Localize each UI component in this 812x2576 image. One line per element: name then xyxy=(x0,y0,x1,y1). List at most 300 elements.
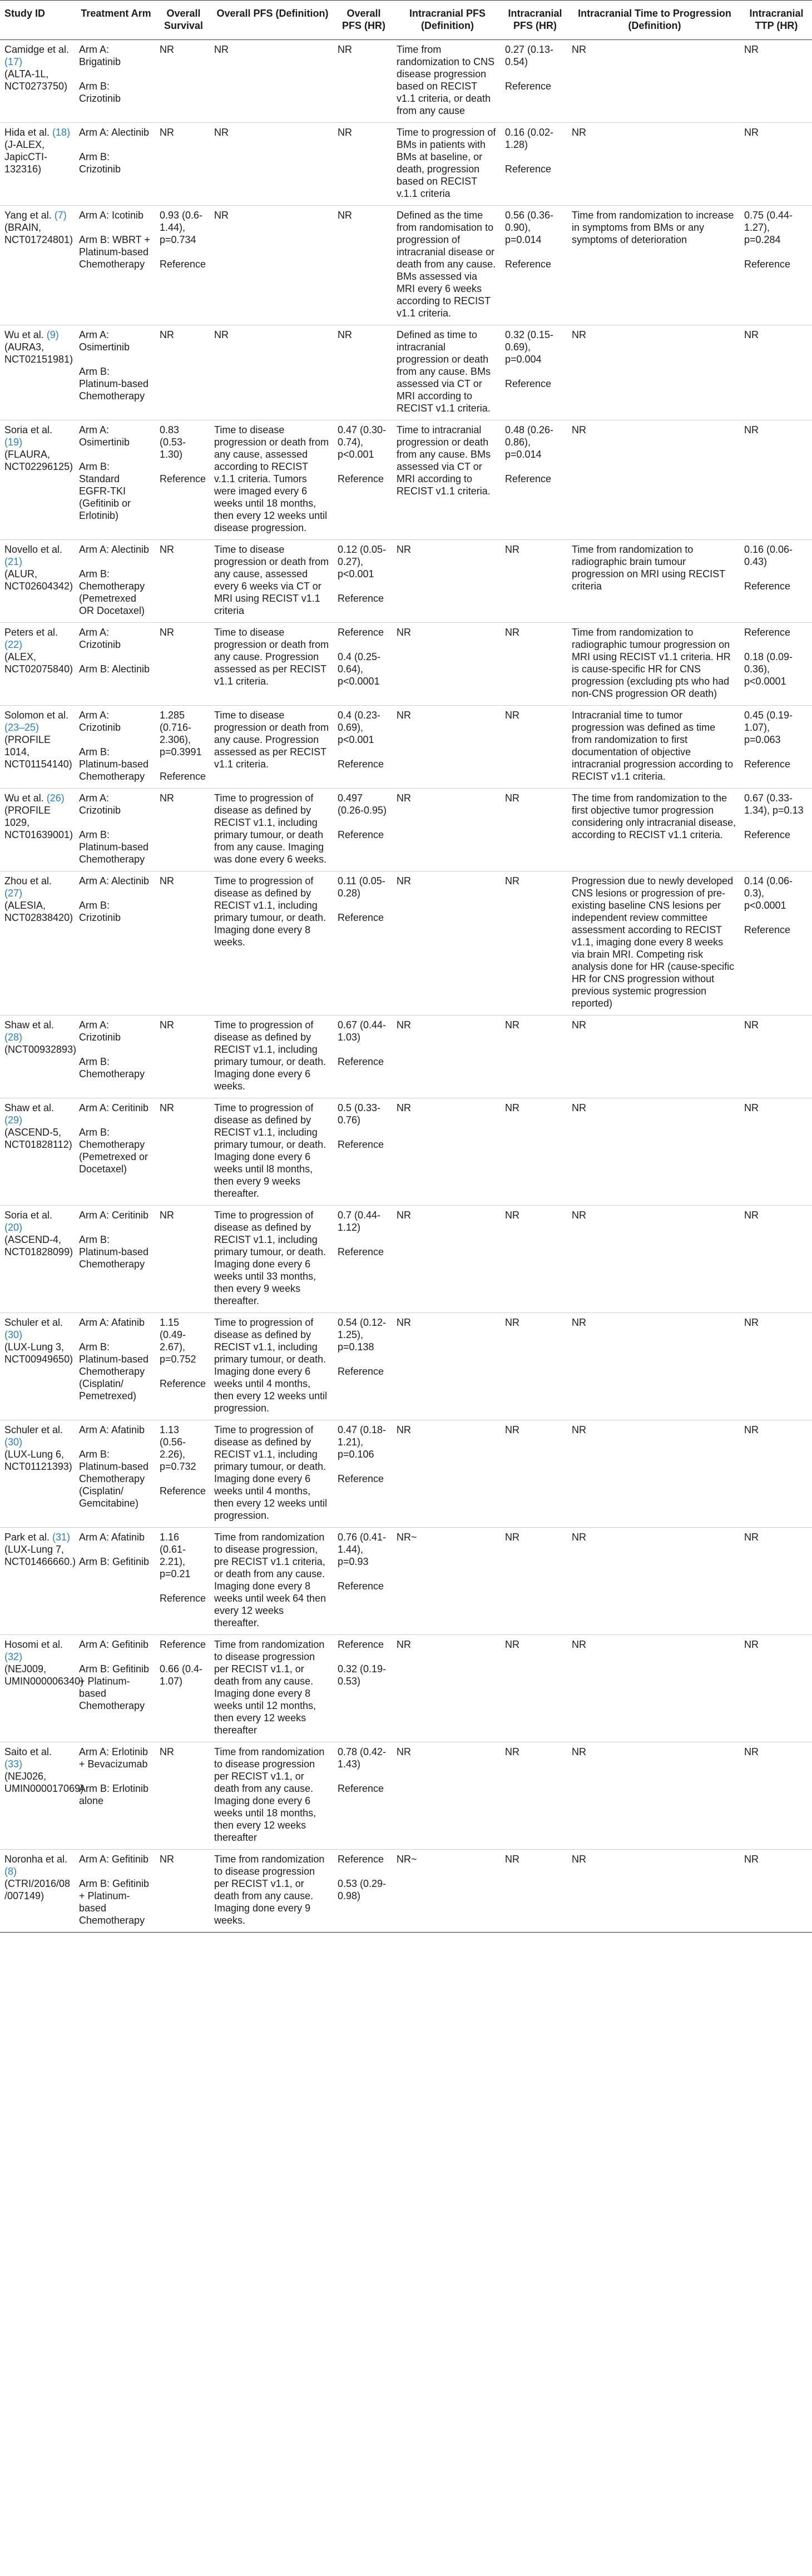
spacer xyxy=(505,804,565,816)
table-row xyxy=(0,1015,812,1098)
intracranial-pfs-hr-cell xyxy=(502,40,568,123)
intracranial-pfs-hr-cell-arm-a: NR xyxy=(505,792,519,804)
intracranial-pfs-hr-cell-arm-a: 0.56 (0.36-0.90), p=0.014 xyxy=(505,210,554,245)
spacer xyxy=(338,138,390,151)
overall-survival-cell-arm-b xyxy=(160,651,207,663)
spacer xyxy=(79,887,153,899)
overall-pfs-hr-cell xyxy=(334,1015,393,1098)
intracranial-pfs-hr-cell-arm-a: NR xyxy=(505,1210,519,1221)
intracranial-ttp-definition-cell: NR xyxy=(568,1206,741,1313)
spacer xyxy=(505,638,565,651)
spacer xyxy=(744,1865,809,1877)
citation-link[interactable]: (33) xyxy=(4,1758,23,1770)
overall-pfs-hr-cell-arm-a: 0.5 (0.33-0.76) xyxy=(338,1102,381,1126)
treatment-arm-cell-arm-b: Arm B: Crizotinib xyxy=(79,151,121,175)
spacer xyxy=(160,1651,207,1663)
treatment-arm-cell xyxy=(76,1850,156,1933)
intracranial-ttp-hr-cell xyxy=(741,325,812,420)
overall-survival-cell xyxy=(156,1635,211,1742)
overall-pfs-hr-cell-arm-b: Reference xyxy=(338,1246,384,1257)
overall-pfs-hr-cell-arm-a: 0.497 (0.26-0.95) xyxy=(338,792,387,816)
intracranial-pfs-hr-cell-arm-a: 0.27 (0.13-0.54) xyxy=(505,44,554,67)
intracranial-ttp-hr-cell xyxy=(741,1206,812,1313)
intracranial-pfs-hr-cell xyxy=(502,1313,568,1420)
treatment-arm-cell-arm-b: Arm B: Chemotherapy (Pemetrexed OR Docetaxel) xyxy=(79,568,145,616)
citation-link[interactable]: (7) xyxy=(54,210,67,221)
study-id-text: (PROFILE xyxy=(4,734,51,745)
study-id-text: Shaw et al. xyxy=(4,1102,55,1113)
treatment-arm-cell-arm-b: Arm B: Erlotinib alone xyxy=(79,1783,149,1806)
spacer xyxy=(79,68,153,80)
overall-survival-cell-arm-a: NR xyxy=(160,1746,174,1757)
treatment-arm-cell-arm-b: Arm B: Chemotherapy xyxy=(79,1056,145,1079)
table-row xyxy=(0,1313,812,1420)
spacer xyxy=(79,1043,153,1056)
intracranial-ttp-hr-cell-arm-a: NR xyxy=(744,127,759,138)
intracranial-ttp-definition-cell: Intracranial time to tumor progression was defined as time from randomization to first documentation of objective intracranial progression according to RECIST v1.1 criteria. xyxy=(568,706,741,789)
overall-survival-cell-arm-a: NR xyxy=(160,1102,174,1113)
study-id-cell xyxy=(0,706,76,789)
citation-link[interactable]: (31) xyxy=(52,1532,71,1543)
spacer xyxy=(338,1233,390,1246)
intracranial-ttp-definition-cell: Time from randomization to radiographic tumour progression on MRI using RECIST v1.1 criteria. HR is cause-specific HR for CNS progression (excluding pts who had non-CNS progression OR death) xyxy=(568,623,741,706)
study-id-text: 1014, xyxy=(4,746,30,757)
intracranial-pfs-hr-cell-arm-a: NR xyxy=(505,1424,519,1435)
table-row xyxy=(0,40,812,123)
intracranial-ttp-hr-cell-arm-a: NR xyxy=(744,1102,759,1113)
intracranial-pfs-hr-cell-arm-a: NR xyxy=(505,875,519,886)
overall-pfs-hr-cell xyxy=(334,325,393,420)
intracranial-ttp-hr-cell xyxy=(741,206,812,325)
overall-pfs-hr-cell-arm-b: Reference xyxy=(338,1473,384,1484)
study-id-text: Hida et al. xyxy=(4,127,53,138)
spacer xyxy=(744,1221,809,1233)
study-id-cell xyxy=(0,1313,76,1420)
spacer xyxy=(160,804,207,816)
overall-survival-cell-arm-b xyxy=(160,353,207,365)
overall-pfs-definition-cell: Time from randomization to disease progression per RECIST v1.1, or death from any cause. Imaging done every 8 weeks until 12 months, then every 12 weeks thereafter xyxy=(211,1635,334,1742)
overall-survival-cell-arm-b xyxy=(160,1233,207,1246)
study-id-cell xyxy=(0,623,76,706)
intracranial-ttp-hr-cell-arm-b xyxy=(744,1043,809,1056)
overall-survival-cell-arm-b xyxy=(160,151,207,163)
intracranial-pfs-definition-cell: NR xyxy=(393,1098,502,1206)
intracranial-ttp-hr-cell xyxy=(741,1313,812,1420)
spacer xyxy=(505,1329,565,1341)
intracranial-ttp-hr-cell xyxy=(741,1850,812,1933)
intracranial-pfs-hr-cell xyxy=(502,706,568,789)
study-id-text: (ALTA-1L, xyxy=(4,68,49,80)
intracranial-pfs-hr-cell-arm-a: 0.16 (0.02-1.28) xyxy=(505,127,554,150)
citation-link[interactable]: (29) xyxy=(4,1114,23,1126)
treatment-arm-cell-arm-b: Arm B: Alectinib xyxy=(79,663,150,675)
treatment-arm-cell xyxy=(76,206,156,325)
overall-pfs-hr-cell-arm-b: 0.4 (0.25-0.64), p<0.0001 xyxy=(338,651,381,687)
overall-pfs-definition-cell: NR xyxy=(211,40,334,123)
overall-survival-cell-arm-b xyxy=(160,816,207,829)
overall-pfs-hr-cell-arm-b xyxy=(338,151,390,163)
spacer xyxy=(79,1543,153,1555)
intracranial-pfs-hr-cell xyxy=(502,206,568,325)
intracranial-ttp-definition-cell: NR xyxy=(568,325,741,420)
overall-survival-cell-arm-b: Reference xyxy=(160,1378,206,1389)
overall-survival-cell xyxy=(156,1098,211,1206)
spacer xyxy=(505,68,565,80)
treatment-arm-cell-arm-a: Arm A: Afatinib xyxy=(79,1532,145,1543)
overall-pfs-hr-cell xyxy=(334,1528,393,1635)
intracranial-pfs-hr-cell-arm-b xyxy=(505,1555,565,1568)
study-id-cell xyxy=(0,40,76,123)
overall-pfs-hr-cell-arm-b: Reference xyxy=(338,473,384,484)
spacer xyxy=(79,448,153,460)
overall-pfs-definition-cell: Time to progression of disease as defined by RECIST v1.1, including primary tumour, or death. Imaging done every 8 weeks. xyxy=(211,871,334,1015)
spacer xyxy=(338,899,390,911)
overall-survival-cell xyxy=(156,123,211,206)
intracranial-ttp-hr-cell-arm-a: NR xyxy=(744,1424,759,1435)
treatment-arm-cell-arm-a: Arm A: Icotinib xyxy=(79,210,144,221)
spacer xyxy=(338,341,390,353)
overall-survival-cell-arm-a: NR xyxy=(160,44,174,55)
table-header xyxy=(0,1,812,40)
overall-survival-cell-arm-a: 0.83 (0.53-1.30) xyxy=(160,424,186,460)
study-id-text: NCT02838420) xyxy=(4,912,73,923)
overall-pfs-definition-cell: Time to progression of disease as defined by RECIST v1.1, including primary tumour, or death. Imaging done every 6 weeks until 4 months, then every 12 weeks until progression. xyxy=(211,1420,334,1528)
intracranial-pfs-hr-cell xyxy=(502,540,568,623)
intracranial-ttp-definition-cell: The time from randomization to the first objective tumor progression considering only intracranial disease, according to RECIST v1.1 criteria. xyxy=(568,789,741,871)
citation-link[interactable]: (27) xyxy=(4,888,23,899)
overall-pfs-hr-cell xyxy=(334,706,393,789)
spacer xyxy=(505,1651,565,1663)
treatment-arm-cell xyxy=(76,420,156,540)
spacer xyxy=(160,1365,207,1378)
intracranial-ttp-hr-cell-arm-b xyxy=(744,353,809,365)
treatment-arm-cell xyxy=(76,871,156,1015)
study-id-cell xyxy=(0,206,76,325)
intracranial-ttp-hr-cell-arm-b xyxy=(744,448,809,460)
overall-survival-cell-arm-a: 1.13 (0.56-2.26), p=0.732 xyxy=(160,1424,196,1472)
table-row xyxy=(0,1528,812,1635)
table-row xyxy=(0,420,812,540)
citation-link[interactable]: (9) xyxy=(46,329,59,340)
overall-pfs-hr-cell xyxy=(334,123,393,206)
intracranial-pfs-definition-cell: Time to progression of BMs in patients with BMs at baseline, or death, progression based on RECIST v.1.1 criteria xyxy=(393,123,502,206)
intracranial-ttp-definition-cell: NR xyxy=(568,40,741,123)
intracranial-ttp-hr-cell-arm-a: NR xyxy=(744,329,759,340)
spacer xyxy=(505,151,565,163)
table-row xyxy=(0,206,812,325)
overall-survival-cell xyxy=(156,789,211,871)
intracranial-pfs-hr-cell xyxy=(502,789,568,871)
overall-survival-cell-arm-b xyxy=(160,568,207,580)
intracranial-ttp-hr-cell xyxy=(741,123,812,206)
overall-pfs-hr-cell xyxy=(334,40,393,123)
intracranial-pfs-hr-cell-arm-a: NR xyxy=(505,710,519,721)
overall-survival-cell-arm-b xyxy=(160,1877,207,1890)
spacer xyxy=(338,1865,390,1877)
treatment-arm-cell-arm-b: Arm B: Chemotherapy (Pemetrexed or Docetaxel) xyxy=(79,1127,148,1175)
treatment-arm-cell-arm-b: Arm B: Crizotinib xyxy=(79,900,121,923)
study-id-text: Shaw et al. xyxy=(4,1019,55,1031)
treatment-arm-cell xyxy=(76,706,156,789)
overall-survival-cell-arm-a: NR xyxy=(160,1854,174,1865)
study-id-cell xyxy=(0,1635,84,1742)
study-id-text: Schuler et al. xyxy=(4,1317,63,1328)
spacer xyxy=(744,341,809,353)
citation-link[interactable]: (8) xyxy=(4,1866,17,1877)
column-header: Intracranial PFS (HR) xyxy=(502,1,568,40)
overall-pfs-hr-cell-arm-b: Reference xyxy=(338,912,384,923)
spacer xyxy=(744,138,809,151)
treatment-arm-cell-arm-b: Arm B: Gefitinib + Platinum-based Chemotherapy xyxy=(79,1878,150,1926)
spacer xyxy=(338,746,390,758)
treatment-arm-cell xyxy=(76,123,156,206)
citation-link[interactable]: (22) xyxy=(4,639,23,650)
treatment-arm-cell-arm-a: Arm A: Gefitinib xyxy=(79,1639,149,1650)
intracranial-ttp-hr-cell-arm-b xyxy=(744,1233,809,1246)
citation-link[interactable]: (19) xyxy=(4,437,23,448)
citation-link[interactable]: (17) xyxy=(4,56,23,67)
overall-pfs-hr-cell xyxy=(334,1635,393,1742)
overall-survival-cell xyxy=(156,325,211,420)
citation-link[interactable]: (28) xyxy=(4,1032,23,1043)
intracranial-pfs-hr-cell-arm-a: 0.32 (0.15-0.69), p=0.004 xyxy=(505,329,554,365)
overall-pfs-definition-cell: NR xyxy=(211,206,334,325)
overall-survival-cell-arm-a: 0.93 (0.6-1.44), p=0.734 xyxy=(160,210,203,245)
study-id-text: NCT01466660.) xyxy=(4,1556,76,1567)
study-id-text: (ALUR, xyxy=(4,568,38,579)
citation-link[interactable]: (26) xyxy=(46,792,65,804)
spacer xyxy=(744,1758,809,1770)
intracranial-ttp-hr-cell-arm-b: Reference xyxy=(744,259,791,270)
overall-pfs-hr-cell-arm-a: 0.47 (0.18-1.21), p=0.106 xyxy=(338,1424,387,1460)
intracranial-pfs-definition-cell: NR xyxy=(393,1313,502,1420)
overall-survival-cell xyxy=(156,871,211,1015)
spacer xyxy=(79,1221,153,1233)
treatment-arm-cell xyxy=(76,1742,156,1850)
intracranial-ttp-hr-cell xyxy=(741,1098,812,1206)
intracranial-ttp-hr-cell-arm-a: NR xyxy=(744,1317,759,1328)
overall-pfs-hr-cell-arm-a: Reference xyxy=(338,627,384,638)
intracranial-pfs-definition-cell: NR xyxy=(393,871,502,1015)
treatment-arm-cell xyxy=(76,1015,156,1098)
treatment-arm-cell xyxy=(76,540,156,623)
intracranial-pfs-hr-cell xyxy=(502,325,568,420)
overall-pfs-hr-cell-arm-b: Reference xyxy=(338,1581,384,1592)
treatment-arm-cell-arm-a: Arm A: Ceritinib xyxy=(79,1102,149,1113)
spacer xyxy=(505,1221,565,1233)
study-id-text: (FLAURA, xyxy=(4,449,51,460)
spacer xyxy=(160,246,207,258)
intracranial-pfs-hr-cell xyxy=(502,123,568,206)
study-id-cell xyxy=(0,789,76,871)
overall-survival-cell-arm-a: NR xyxy=(160,1019,174,1031)
spacer xyxy=(505,887,565,899)
treatment-arm-cell xyxy=(76,1635,156,1742)
intracranial-pfs-hr-cell-arm-a: NR xyxy=(505,627,519,638)
overall-survival-cell-arm-a: NR xyxy=(160,127,174,138)
treatment-arm-cell-arm-a: Arm A: Alectinib xyxy=(79,875,150,886)
study-id-text: (BRAIN, xyxy=(4,222,42,233)
treatment-arm-cell-arm-a: Arm A: Osimertinib xyxy=(79,424,130,448)
overall-survival-cell-arm-b xyxy=(160,1126,207,1138)
intracranial-pfs-hr-cell xyxy=(502,1098,568,1206)
overall-pfs-definition-cell: Time from randomization to disease progression per RECIST v1.1, or death from any cause. Imaging done every 6 weeks until 18 months, then every 12 weeks thereafter xyxy=(211,1742,334,1850)
study-id-text: NCT01154140) xyxy=(4,759,72,770)
overall-survival-cell xyxy=(156,706,211,789)
spacer xyxy=(79,353,153,365)
study-id-text: (NEJ009, xyxy=(4,1663,47,1675)
table-row xyxy=(0,1742,812,1850)
overall-pfs-hr-cell-arm-b xyxy=(338,234,390,246)
intracranial-pfs-hr-cell xyxy=(502,1015,568,1098)
study-id-text: (LUX-Lung 7, xyxy=(4,1544,65,1555)
study-id-text: UMIN000006340) xyxy=(4,1676,84,1687)
overall-pfs-hr-cell-arm-a: NR xyxy=(338,127,352,138)
intracranial-pfs-hr-cell-arm-a: NR xyxy=(505,1639,519,1650)
study-id-text: Zhou et al. xyxy=(4,875,52,886)
intracranial-pfs-hr-cell xyxy=(502,420,568,540)
intracranial-pfs-hr-cell xyxy=(502,871,568,1015)
treatment-arm-cell-arm-b: Arm B: Platinum-based Chemotherapy xyxy=(79,746,149,782)
overall-survival-cell-arm-a: NR xyxy=(160,1210,174,1221)
intracranial-pfs-hr-cell-arm-b: Reference xyxy=(505,164,552,175)
citation-link[interactable]: (18) xyxy=(52,127,71,138)
study-id-text: NCT02296125) xyxy=(4,461,73,472)
intracranial-ttp-hr-cell xyxy=(741,1528,812,1635)
treatment-arm-cell-arm-a: Arm A: Afatinib xyxy=(79,1424,145,1435)
spacer xyxy=(160,1473,207,1485)
intracranial-pfs-hr-cell-arm-b xyxy=(505,1126,565,1138)
intracranial-pfs-hr-cell-arm-b: Reference xyxy=(505,81,552,92)
intracranial-pfs-hr-cell-arm-a: NR xyxy=(505,1317,519,1328)
overall-survival-cell xyxy=(156,420,211,540)
overall-pfs-hr-cell-arm-b: Reference xyxy=(338,1056,384,1067)
overall-pfs-hr-cell-arm-a: Reference xyxy=(338,1854,384,1865)
spacer xyxy=(505,365,565,378)
treatment-arm-cell-arm-a: Arm A: Ceritinib xyxy=(79,1210,149,1221)
study-id-cell xyxy=(0,123,76,206)
spacer xyxy=(338,580,390,592)
spacer xyxy=(160,1758,207,1770)
overall-pfs-hr-cell-arm-a: 0.47 (0.30-0.74), p<0.001 xyxy=(338,424,387,460)
spacer xyxy=(79,734,153,746)
treatment-arm-cell-arm-a: Arm A: Erlotinib + Bevacizumab xyxy=(79,1746,148,1770)
study-id-text: (LUX-Lung 3, xyxy=(4,1341,65,1353)
citation-link[interactable]: (32) xyxy=(4,1651,23,1662)
spacer xyxy=(744,816,809,829)
column-header: Intracranial Time to Progression (Definition) xyxy=(568,1,741,40)
overall-survival-cell-arm-a: 1.15 (0.49-2.67), p=0.752 xyxy=(160,1317,196,1365)
overall-survival-cell-arm-b: Reference xyxy=(160,473,206,484)
citation-link[interactable]: (30) xyxy=(4,1329,23,1340)
treatment-arm-cell-arm-a: Arm A: Crizotinib xyxy=(79,627,121,650)
treatment-arm-cell-arm-b: Arm B: Gefitinib xyxy=(79,1556,150,1567)
spacer xyxy=(79,1865,153,1877)
spacer xyxy=(160,887,207,899)
intracranial-ttp-hr-cell-arm-b xyxy=(744,1770,809,1782)
citation-link[interactable]: (20) xyxy=(4,1222,23,1233)
overall-pfs-hr-cell xyxy=(334,1742,393,1850)
spacer xyxy=(79,1329,153,1341)
study-id-cell xyxy=(0,1420,76,1528)
overall-pfs-hr-cell-arm-a: 0.7 (0.44-1.12) xyxy=(338,1210,381,1233)
overall-survival-cell xyxy=(156,1206,211,1313)
spacer xyxy=(338,1043,390,1056)
intracranial-ttp-definition-cell: NR xyxy=(568,1528,741,1635)
intracranial-pfs-hr-cell-arm-b: Reference xyxy=(505,378,552,389)
intracranial-ttp-hr-cell-arm-a: 0.14 (0.06-0.3), p<0.0001 xyxy=(744,875,793,911)
table-row xyxy=(0,325,812,420)
treatment-arm-cell-arm-a: Arm A: Gefitinib xyxy=(79,1854,149,1865)
study-id-text: (LUX-Lung 6, xyxy=(4,1449,65,1460)
treatment-arm-cell-arm-b: Arm B: Platinum-based Chemotherapy xyxy=(79,829,149,865)
intracranial-ttp-definition-cell: NR xyxy=(568,1635,741,1742)
spacer xyxy=(338,1126,390,1138)
spacer xyxy=(160,56,207,68)
overall-pfs-hr-cell xyxy=(334,420,393,540)
intracranial-ttp-definition-cell: NR xyxy=(568,420,741,540)
spacer xyxy=(338,1460,390,1473)
intracranial-ttp-hr-cell-arm-a: Reference xyxy=(744,627,791,638)
treatment-arm-cell-arm-a: Arm A: Osimertinib xyxy=(79,329,130,353)
table-row xyxy=(0,1206,812,1313)
citation-link[interactable]: (21) xyxy=(4,556,23,567)
overall-pfs-hr-cell-arm-b: Reference xyxy=(338,593,384,604)
treatment-arm-cell-arm-a: Arm A: Crizotinib xyxy=(79,1019,121,1043)
intracranial-ttp-hr-cell-arm-a: NR xyxy=(744,424,759,435)
study-id-text: 132316) xyxy=(4,164,42,175)
intracranial-pfs-hr-cell xyxy=(502,1850,568,1933)
intracranial-pfs-hr-cell-arm-b xyxy=(505,568,565,580)
intracranial-pfs-hr-cell-arm-a: NR xyxy=(505,1854,519,1865)
study-id-text: Soria et al. xyxy=(4,424,53,435)
intracranial-pfs-hr-cell xyxy=(502,1528,568,1635)
overall-pfs-definition-cell: Time to disease progression or death from any cause. Progression assessed as per RECIST v1.1 criteria. xyxy=(211,706,334,789)
intracranial-ttp-definition-cell: Time from randomization to radiographic brain tumour progression on MRI using RECIST criteria xyxy=(568,540,741,623)
intracranial-ttp-hr-cell xyxy=(741,623,812,706)
intracranial-pfs-definition-cell: NR xyxy=(393,1635,502,1742)
citation-link[interactable]: (30) xyxy=(4,1436,23,1448)
treatment-arm-cell-arm-b: Arm B: WBRT + Platinum-based Chemotherapy xyxy=(79,234,150,270)
study-id-text: NCT02075840) xyxy=(4,663,73,675)
intracranial-ttp-hr-cell-arm-b xyxy=(744,1555,809,1568)
spacer xyxy=(338,56,390,68)
intracranial-ttp-hr-cell-arm-a: NR xyxy=(744,1210,759,1221)
study-id-text: /007149) xyxy=(4,1890,44,1901)
spacer xyxy=(338,1651,390,1663)
spacer xyxy=(744,1329,809,1341)
intracranial-pfs-hr-cell-arm-a: NR xyxy=(505,1532,519,1543)
intracranial-pfs-definition-cell: NR xyxy=(393,540,502,623)
citation-link[interactable]: (23–25) xyxy=(4,722,39,733)
overall-survival-cell xyxy=(156,623,211,706)
study-id-cell xyxy=(0,1015,76,1098)
intracranial-ttp-definition-cell: Progression due to newly developed CNS lesions or progression of pre-existing baseline CNS lesions per independent review committee assessment according to RECIST v1.1, imaging done every 8 weeks via brain MRI. Competing risk analysis done for HR (cause-specific HR for CNS progression without previous systemic progression reported) xyxy=(568,871,741,1015)
intracranial-ttp-definition-cell: NR xyxy=(568,1420,741,1528)
overall-pfs-definition-cell: Time from randomization to disease progression, pre RECIST v1.1 criteria, or death from any cause. Imaging done every 8 weeks until week 64 then every 12 weeks thereafter. xyxy=(211,1528,334,1635)
intracranial-ttp-hr-cell-arm-a: 0.67 (0.33-1.34), p=0.13 xyxy=(744,792,804,816)
overall-survival-cell-arm-b xyxy=(160,1770,207,1782)
overall-pfs-hr-cell-arm-a: NR xyxy=(338,329,352,340)
study-id-text: Saito et al. xyxy=(4,1746,52,1757)
overall-survival-cell xyxy=(156,540,211,623)
column-header: Study ID xyxy=(0,1,76,40)
spacer xyxy=(79,651,153,663)
table-row xyxy=(0,1850,812,1933)
intracranial-ttp-definition-cell: NR xyxy=(568,1098,741,1206)
intracranial-ttp-definition-cell: NR xyxy=(568,1742,741,1850)
overall-survival-cell-arm-b xyxy=(160,68,207,80)
